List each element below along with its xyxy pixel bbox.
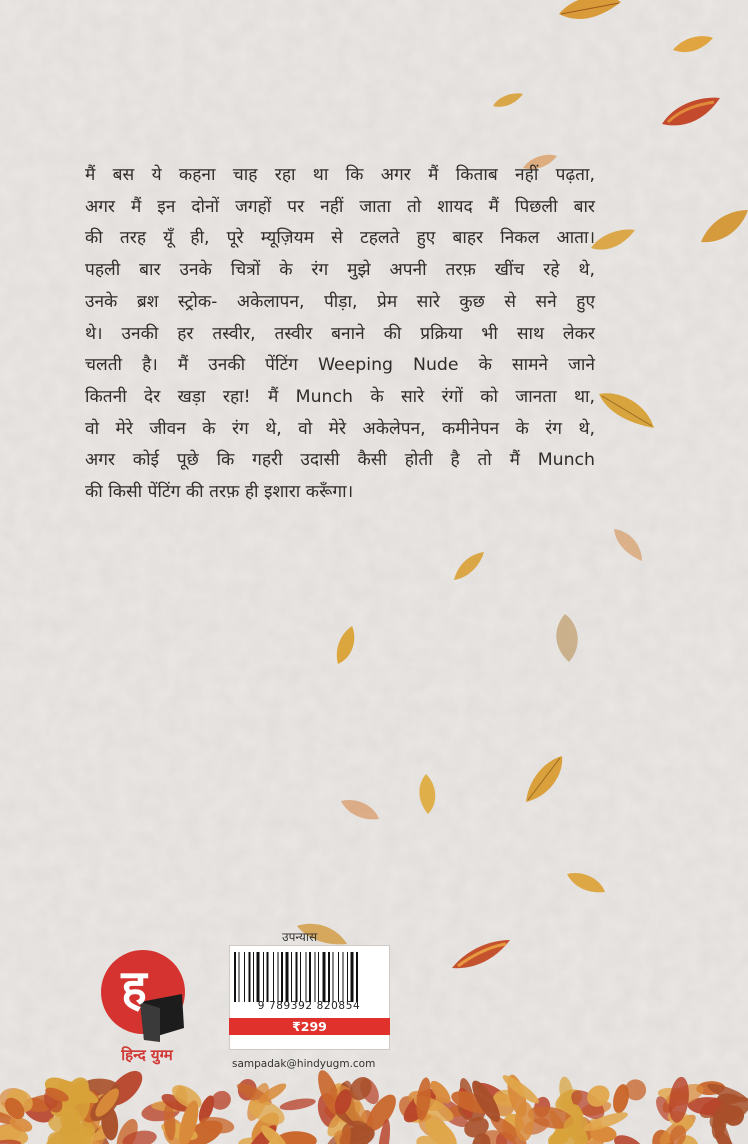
blurb-line: की किसी पेंटिंग की तरफ़ ही इशारा करूँगा।	[85, 482, 354, 503]
blurb-line: उनके ब्रश स्ट्रोक- अकेलापन, पीड़ा, प्रेम सारे कुछ से सने हुए	[85, 291, 595, 312]
leaf-icon	[555, 0, 625, 32]
blurb-line: वो मेरे जीवन के रंग थे, वो मेरे अकेलेपन, कमीनेपन के रंग थे,	[85, 418, 595, 439]
leaf-icon	[338, 795, 382, 825]
blurb-text	[85, 160, 595, 509]
blurb-line: पहली बार उनके चित्रों के रंग मुझे अपनी तरफ़ खींच रहे थे,	[85, 260, 595, 281]
barcode-bars	[232, 952, 391, 1007]
price-label: ₹299	[229, 1018, 390, 1035]
leaf-icon	[596, 388, 658, 432]
publisher-logo	[100, 942, 186, 1046]
leaf-icon	[670, 32, 716, 58]
publisher-logo-glyph: ह	[121, 960, 147, 1016]
leaf-icon	[450, 548, 488, 584]
blurb-line: थे। उनकी हर तस्वीर, तस्वीर बनाने की प्रक्रिया भी साथ लेकर	[85, 323, 595, 344]
isbn-number: 9 789392 820854	[257, 1000, 361, 1012]
leaf-icon	[564, 868, 608, 898]
blurb-line: की तरह यूँ ही, पूरे म्यूज़ियम से टहलते हुए बाहर निकल आता।	[85, 228, 595, 249]
leaf-icon	[279, 1096, 317, 1112]
blurb-line: अगर कोई पूछे कि गहरी उदासी कैसी होती है तो मैं Munch	[85, 450, 595, 471]
leaf-icon	[545, 610, 587, 666]
leaf-icon	[414, 770, 440, 818]
blurb-line: चलती है। मैं उनकी पेंटिंग Weeping Nude के सामने जाने	[85, 355, 595, 376]
publisher-email: sampadak@hindyugm.com	[232, 1058, 376, 1070]
blurb-line: अगर मैं इन दोनों जगहों पर नहीं जाता तो शायद मैं पिछली बार	[85, 196, 595, 217]
leaf-pile	[0, 1070, 748, 1144]
publisher-name: हिन्द युग्म	[121, 1046, 173, 1064]
leaf-icon	[698, 206, 748, 248]
leaf-icon	[448, 936, 514, 974]
blurb-line: कितनी देर खड़ा रहा! मैं Munch के सारे रंगों को जानता था,	[85, 386, 595, 407]
blurb-line: मैं बस ये कहना चाह रहा था कि अगर मैं किताब नहीं पढ़ता,	[85, 165, 595, 185]
leaf-icon	[610, 525, 646, 565]
leaf-icon	[490, 90, 526, 112]
leaf-icon	[330, 622, 360, 668]
leaf-icon	[520, 752, 566, 806]
leaf-icon	[658, 92, 724, 134]
leaf-icon	[588, 226, 638, 256]
genre-label: उपन्यास	[282, 930, 318, 944]
